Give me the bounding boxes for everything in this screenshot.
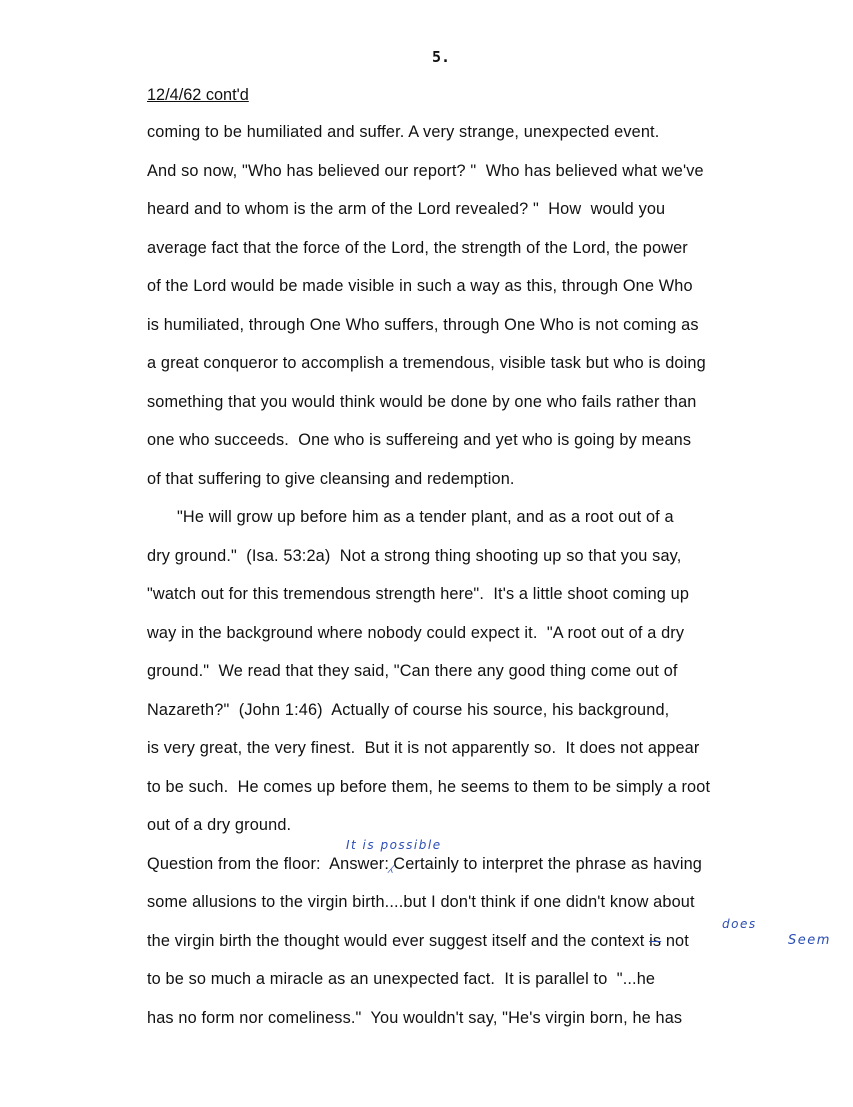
text-line: "He will grow up before him as a tender plant, and as a root out of a: [177, 508, 674, 526]
handwritten-annotation-seem: Seem: [788, 933, 831, 948]
document-body: [147, 113, 837, 1037]
context-rest: not: [661, 931, 689, 950]
text-line: "watch out for this tremendous strength here". It's a little shoot coming up: [147, 585, 690, 603]
text-line: to be such. He comes up before them, he seems to them to be simply a root: [147, 777, 711, 796]
handwritten-annotation-it-is-possible: It is possible: [346, 838, 442, 852]
text-line: heard and to whom is the arm of the Lord revealed? " How would you: [147, 200, 666, 218]
struck-word: is: [649, 931, 662, 950]
text-line: is very great, the very finest. But it is not apparently so. It does not appear: [147, 739, 700, 757]
text-line: Nazareth?" (John 1:46) Actually of course his source, his background,: [147, 700, 670, 719]
question-line: [147, 845, 837, 884]
text-line: out of a dry ground.: [147, 816, 292, 834]
text-line: has no form nor comeliness." You wouldn't say, "He's virgin born, he has: [147, 1008, 683, 1027]
text-line: coming to be humiliated and suffer. A very strange, unexpected event.: [147, 123, 660, 141]
question-lead: Question from the floor: Answer:: [147, 854, 390, 873]
text-line: of that suffering to give cleansing and redemption.: [147, 469, 515, 488]
text-line: way in the background where nobody could expect it. "A root out of a dry: [147, 623, 685, 642]
text-line: something that you would think would be done by one who fails rather than: [147, 392, 697, 411]
question-rest: Certainly to interpret the phrase as having: [393, 854, 703, 873]
insertion-caret-mark: ⁁: [389, 854, 394, 873]
page-number: 5.: [432, 48, 451, 66]
text-line: And so now, "Who has believed our report? " Who has believed what we've: [147, 161, 704, 180]
text-line: of the Lord would be made visible in such a way as this, through One Who: [147, 277, 693, 295]
text-line: one who succeeds. One who is suffereing and yet who is going by means: [147, 431, 692, 449]
text-line: some allusions to the virgin birth....but I don't think if one didn't know about: [147, 893, 695, 911]
text-line: is humiliated, through One Who suffers, through One Who is not coming as: [147, 315, 699, 334]
date-heading: 12/4/62 cont'd: [147, 86, 249, 104]
handwritten-annotation-does: does: [722, 917, 757, 931]
text-line: average fact that the force of the Lord, the strength of the Lord, the power: [147, 238, 688, 257]
text-line: to be so much a miracle as an unexpected fact. It is parallel to "...he: [147, 970, 656, 988]
text-line: a great conqueror to accomplish a tremendous, visible task but who is doing: [147, 354, 706, 372]
text-line: dry ground." (Isa. 53:2a) Not a strong thing shooting up so that you say,: [147, 546, 682, 565]
text-line: ground." We read that they said, "Can there any good thing come out of: [147, 662, 678, 680]
context-lead: the virgin birth the thought would ever suggest itself and the context: [147, 931, 650, 950]
